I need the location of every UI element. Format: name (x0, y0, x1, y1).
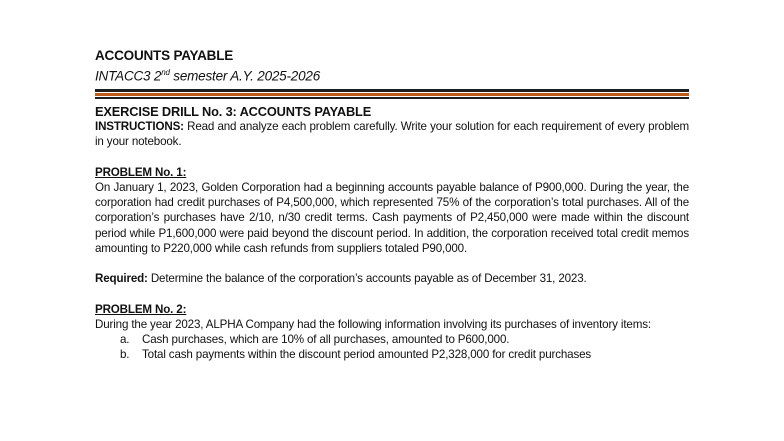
spacer (95, 286, 689, 301)
header-rule-dark-bottom (95, 97, 689, 99)
instructions-text: Read and analyze each problem carefully. Write your solution for each requirement of every problem in your notebook. (95, 120, 689, 149)
document-body (95, 104, 689, 362)
ordinal-suffix: nd (161, 68, 170, 77)
instructions-label: INSTRUCTIONS: (95, 120, 184, 134)
problem-1-text: On January 1, 2023, Golden Corporation had a beginning accounts payable balance of P900,000. During the year, the corporation had credit purchases of P4,500,000, which represented 75% of the corporation’s total purchases. All of the corporation’s purchases have 2/10, n/30 credit terms. Cash payments of P2,450,000 were made within the discount period while P1,600,000 were paid beyond the discount period. In addition, the corporation received total credit memos amounting to P220,000 while cash refunds from suppliers totaled P90,000. (95, 181, 689, 255)
list-marker: b. (120, 348, 130, 362)
semester-year: semester A.Y. 2025-2026 (169, 68, 321, 84)
problem-2-text: During the year 2023, ALPHA Company had the following information involving its purchases of inventory items: (95, 317, 651, 331)
exercise-title: EXERCISE DRILL No. 3: ACCOUNTS PAYABLE (95, 104, 372, 119)
instructions (95, 119, 689, 149)
course-term (95, 68, 320, 84)
required-text: Determine the balance of the corporation’s accounts payable as of December 31, 2023. (147, 272, 587, 286)
required-label: Required: (95, 272, 148, 286)
list-item-text: Total cash payments within the discount period amounted P2,328,000 for credit purchases (142, 348, 592, 362)
problem-1-title: PROBLEM No. 1: (95, 165, 187, 179)
header-rule-dark-top (95, 89, 689, 92)
problem-2-title: PROBLEM No. 2: (95, 302, 187, 316)
problem-1-required (95, 271, 689, 286)
spacer (95, 150, 689, 165)
list-item (95, 332, 689, 347)
problem-2-list (95, 332, 689, 362)
header-rule-orange (95, 93, 689, 96)
spacer (95, 256, 689, 271)
list-item-text: Cash purchases, which are 10% of all purchases, amounted to P600,000. (142, 333, 510, 346)
list-marker: a. (120, 333, 130, 346)
document-title: ACCOUNTS PAYABLE (95, 48, 234, 63)
course-code: INTACC3 2 (95, 68, 162, 84)
list-item (95, 347, 689, 362)
